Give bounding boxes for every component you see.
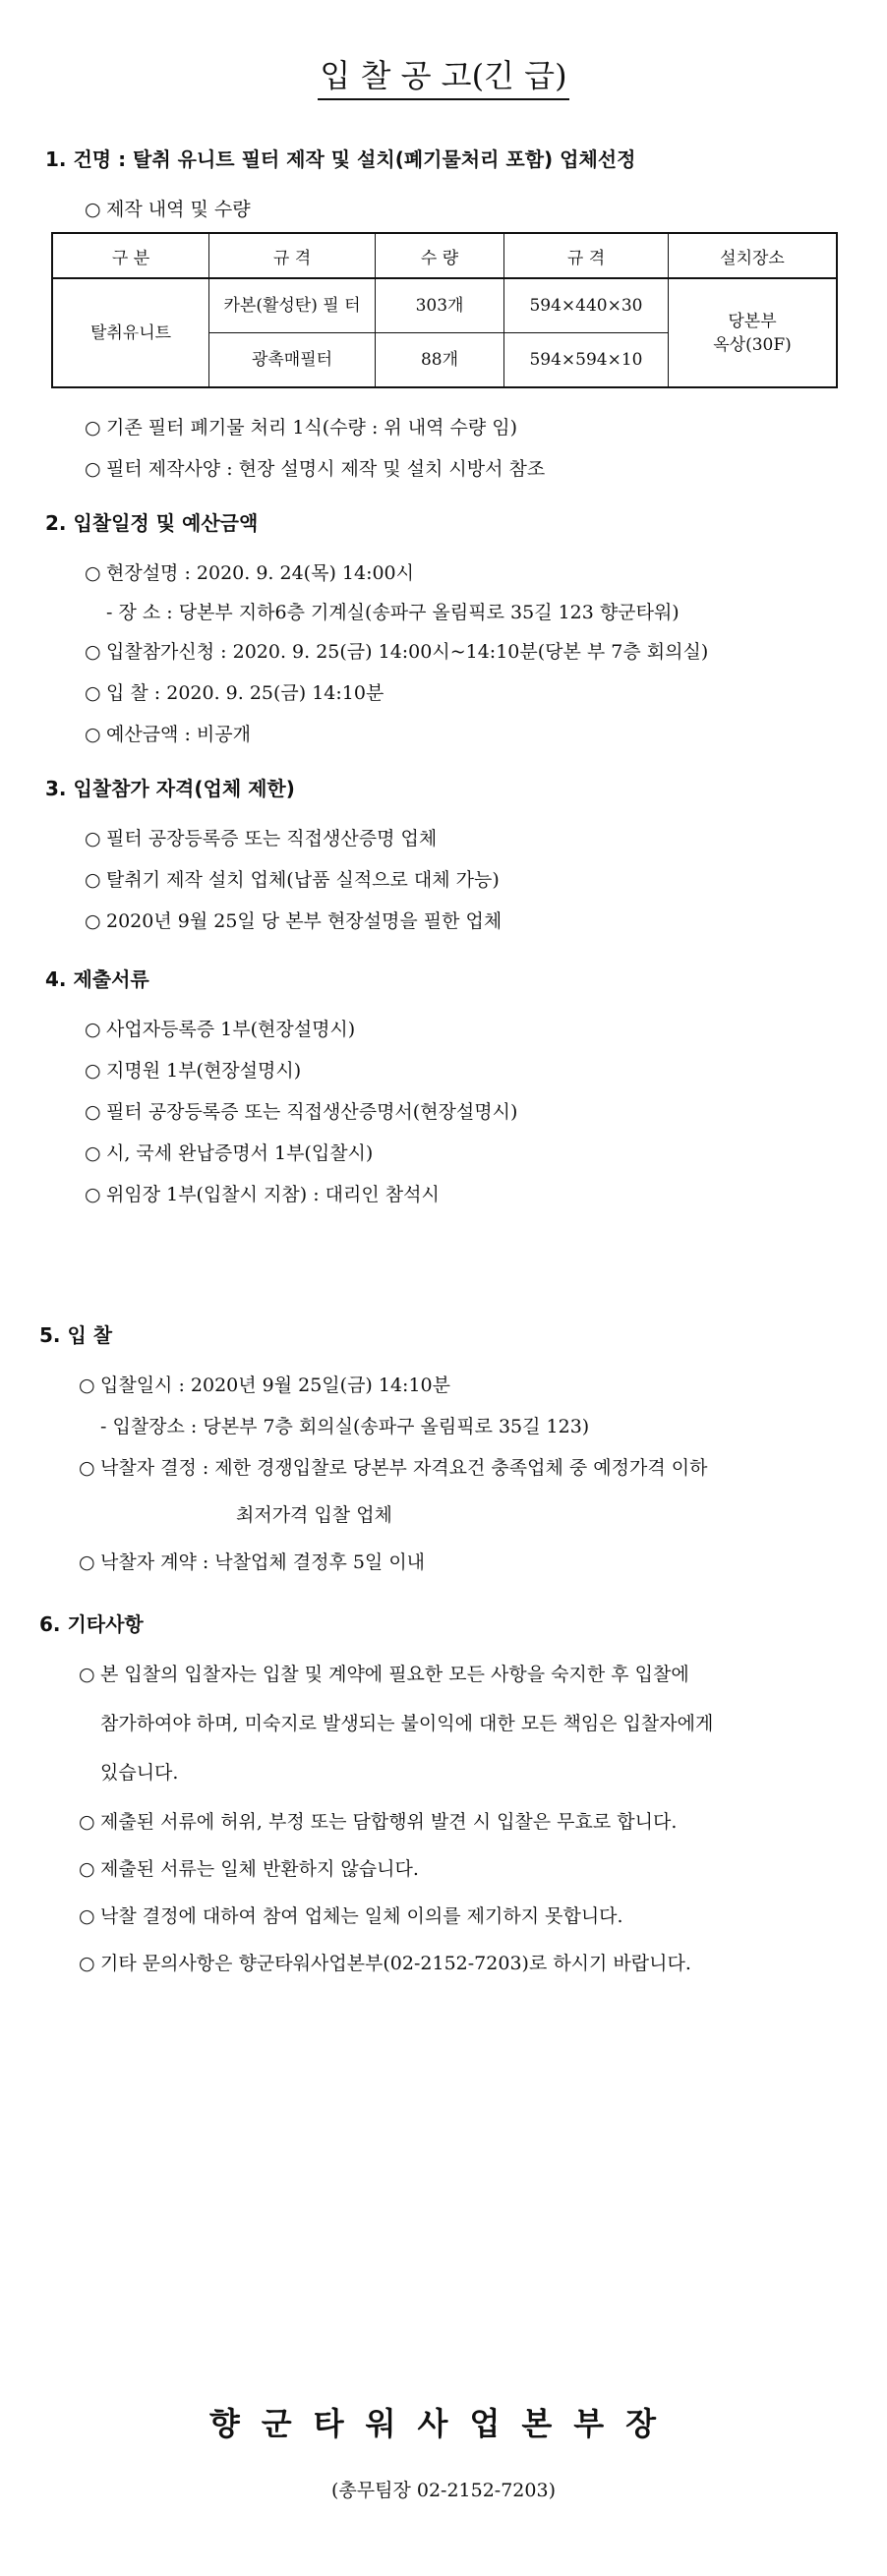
list-item: ○ 기타 문의사항은 향군타워사업본부(02-2152-7203)로 하시기 바랍니다. [79,1953,691,1974]
list-item: ○ 입찰일시 : 2020년 9월 25일(금) 14:10분 [79,1375,450,1396]
table-cell: 594×440×30 [504,278,669,333]
bullet-icon: ○ [79,1905,95,1927]
bullet-icon: ○ [85,458,101,480]
table-cell: 594×594×10 [504,333,669,388]
bullet-icon: ○ [79,1551,95,1573]
table-header: 규 격 [504,233,669,278]
bullet-icon: ○ [85,562,101,584]
bullet-icon: ○ [85,724,101,745]
document-title: 입 찰 공 고(긴 급) [0,51,887,96]
list-item: ○ 본 입찰의 입찰자는 입찰 및 계약에 필요한 모든 사항을 숙지한 후 입찰에 [79,1664,689,1685]
table-header: 설치장소 [669,233,838,278]
table-cell: 광촉매필터 [209,333,376,388]
bullet-icon: ○ [85,828,101,849]
continuation-line: 참가하여야 하며, 미숙지로 발생되는 불이익에 대한 모든 책임은 입찰자에게 [100,1713,714,1734]
table-header: 구 분 [52,233,209,278]
table-row [52,278,837,333]
bullet-icon: ○ [85,1019,101,1040]
sub-item: - 장 소 : 당본부 지하6층 기계실(송파구 올림픽로 35길 123 향군타워) [106,602,680,623]
section-5-heading: 5. 입 찰 [39,1323,113,1347]
bullet-icon: ○ [79,1811,95,1833]
section-2-heading: 2. 입찰일정 및 예산금액 [45,511,259,535]
issuer-name: 향군타워사업본부장 [208,2405,679,2442]
list-item: ○ 예산금액 : 비공개 [85,724,251,745]
list-item: ○ 입찰참가신청 : 2020. 9. 25(금) 14:00시~14:10분(당본 부 7층 회의실) [85,641,709,663]
continuation-line: 최저가격 입찰 업체 [236,1504,392,1526]
continuation-line: 있습니다. [100,1762,179,1784]
spec-table [51,232,838,388]
table-cell: 303개 [376,278,504,333]
table-header: 수 량 [376,233,504,278]
bullet-icon: ○ [85,1060,101,1082]
bullet-icon: ○ [85,910,101,932]
issuer-contact: (총무팀장 02-2152-7203) [330,2480,556,2501]
table-header: 규 격 [209,233,376,278]
bullet-icon: ○ [85,1101,101,1123]
bullet-icon: ○ [85,1142,101,1164]
bullet-icon: ○ [79,1858,95,1880]
bullet-icon: ○ [85,1184,101,1205]
table-cell: 당본부 옥상(30F) [669,278,838,387]
bullet-icon: ○ [79,1664,95,1685]
sub-item: - 입찰장소 : 당본부 7층 회의실(송파구 올림픽로 35길 123) [100,1416,590,1437]
list-item: ○ 제출된 서류는 일체 반환하지 않습니다. [79,1858,419,1880]
list-item: ○ 지명원 1부(현장설명시) [85,1060,302,1082]
bullet-icon: ○ [85,199,101,220]
list-item: ○ 필터 공장등록증 또는 직접생산증명 업체 [85,828,438,849]
list-item: ○ 현장설명 : 2020. 9. 24(목) 14:00시 [85,562,415,584]
list-item: ○ 탈취기 제작 설치 업체(납품 실적으로 대체 가능) [85,869,500,891]
list-item: ○ 필터 제작사양 : 현장 설명시 제작 및 설치 시방서 참조 [85,458,546,480]
list-item: ○ 낙찰 결정에 대하여 참여 업체는 일체 이의를 제기하지 못합니다. [79,1905,623,1927]
bullet-icon: ○ [85,417,101,439]
bullet-icon: ○ [85,869,101,891]
list-item: ○ 입 찰 : 2020. 9. 25(금) 14:10분 [85,682,384,704]
section-1-heading: 1. 건명 : 탈취 유니트 필터 제작 및 설치(폐기물처리 포함) 업체선정 [45,147,636,171]
table-cell: 탈취유니트 [52,278,209,387]
list-item: ○ 낙찰자 계약 : 낙찰업체 결정후 5일 이내 [79,1551,426,1573]
list-item: ○ 2020년 9월 25일 당 본부 현장설명을 필한 업체 [85,910,503,932]
section-3-heading: 3. 입찰참가 자격(업체 제한) [45,777,295,800]
bullet-icon: ○ [79,1457,95,1479]
bullet-icon: ○ [79,1375,95,1396]
list-item: ○ 낙찰자 결정 : 제한 경쟁입찰로 당본부 자격요건 충족업체 중 예정가격 이하 [79,1457,708,1479]
list-item: ○ 기존 필터 폐기물 처리 1식(수량 : 위 내역 수량 임) [85,417,518,439]
section-4-heading: 4. 제출서류 [45,967,149,991]
list-item: ○ 시, 국세 완납증명서 1부(입찰시) [85,1142,374,1164]
list-item: ○ 필터 공장등록증 또는 직접생산증명서(현장설명시) [85,1101,518,1123]
list-item: ○ 사업자등록증 1부(현장설명시) [85,1019,356,1040]
bullet-icon: ○ [79,1953,95,1974]
bullet-icon: ○ [85,682,101,704]
list-item: ○ 위임장 1부(입찰시 지참) : 대리인 참석시 [85,1184,440,1205]
table-cell: 88개 [376,333,504,388]
table-cell: 카본(활성탄) 필 터 [209,278,376,333]
list-item: ○ 제작 내역 및 수량 [85,199,251,220]
section-6-heading: 6. 기타사항 [39,1612,144,1636]
bullet-icon: ○ [85,641,101,663]
list-item: ○ 제출된 서류에 허위, 부정 또는 담합행위 발견 시 입찰은 무효로 합니다. [79,1811,678,1833]
